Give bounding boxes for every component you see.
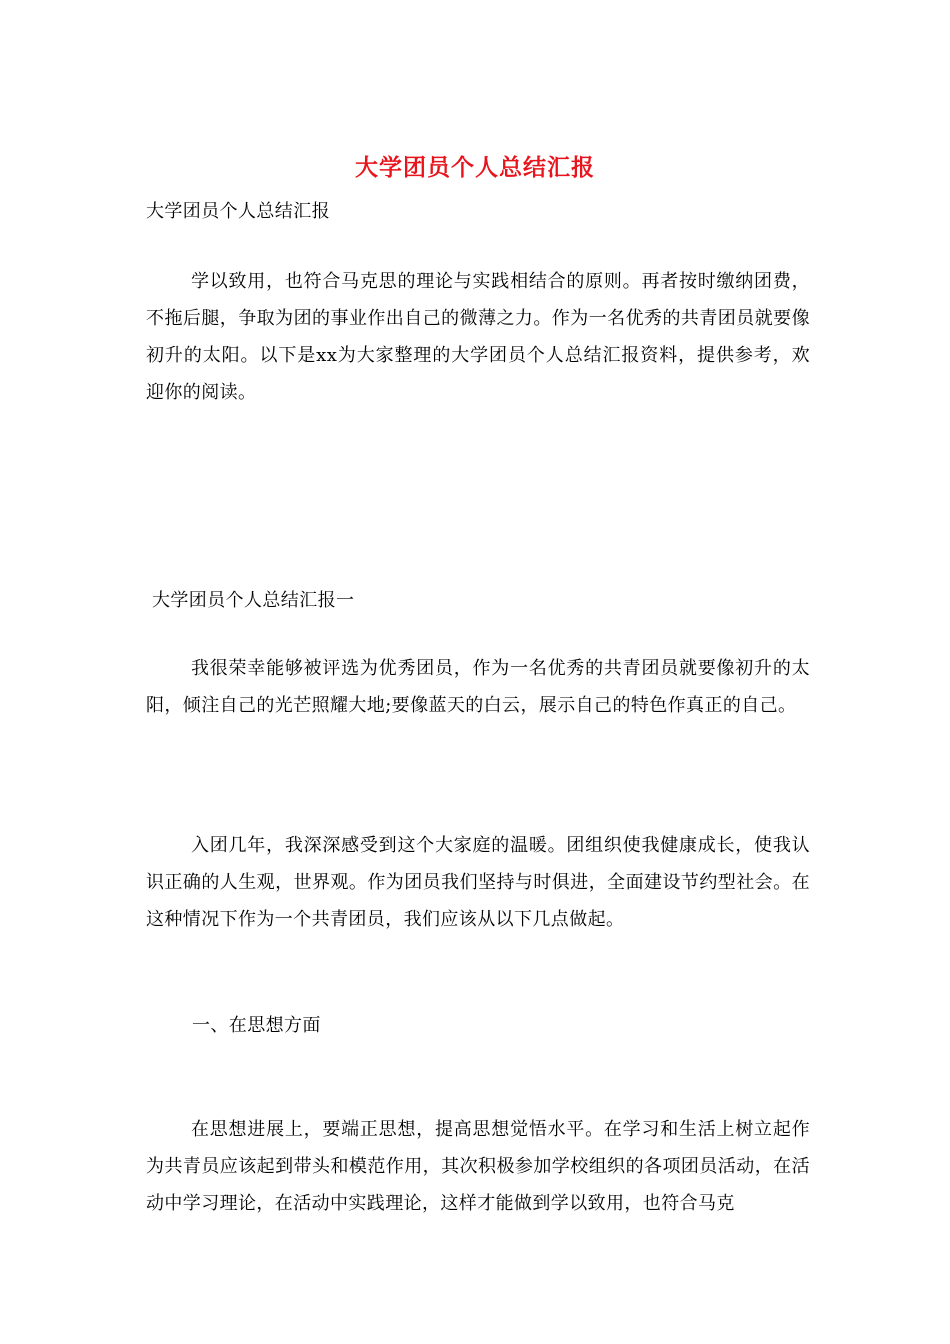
- paragraph-2-text: 我很荣幸能够被评选为优秀团员，作为一名优秀的共青团员就要像初升的太阳，倾注自己的光芒照耀大地;要像蓝天的白云，展示自己的特色作真正的自己。: [146, 658, 810, 716]
- intro-paragraph: [146, 263, 810, 411]
- paragraph-3: [146, 827, 810, 938]
- paragraph-3-text: 入团几年，我深深感受到这个大家庭的温暖。团组织使我健康成长，使我认识正确的人生观，世界观。作为团员我们坚持与时俱进，全面建设节约型社会。在这种情况下作为一个共青团员，我们应该从以下几点做起。: [146, 835, 810, 930]
- document-title: 大学团员个人总结汇报: [355, 154, 595, 181]
- paragraph-4: [146, 1111, 810, 1222]
- document-subtitle: 大学团员个人总结汇报: [146, 201, 330, 222]
- section-heading: 大学团员个人总结汇报一: [152, 590, 355, 611]
- intro-paragraph-text: 学以致用，也符合马克思的理论与实践相结合的原则。再者按时缴纳团费，不拖后腿，争取为团的事业作出自己的微薄之力。作为一名优秀的共青团员就要像初升的太阳。以下是xx为大家整理的大学团员个人总结汇报资料，提供参考，欢迎你的阅读。: [146, 271, 810, 403]
- paragraph-2: [146, 650, 810, 724]
- paragraph-4-text: 在思想进展上，要端正思想，提高思想觉悟水平。在学习和生活上树立起作为共青员应该起到带头和模范作用，其次积极参加学校组织的各项团员活动，在活动中学习理论，在活动中实践理论，这样才能做到学以致用，也符合马克: [146, 1119, 810, 1214]
- point-heading: 一、在思想方面: [192, 1015, 321, 1036]
